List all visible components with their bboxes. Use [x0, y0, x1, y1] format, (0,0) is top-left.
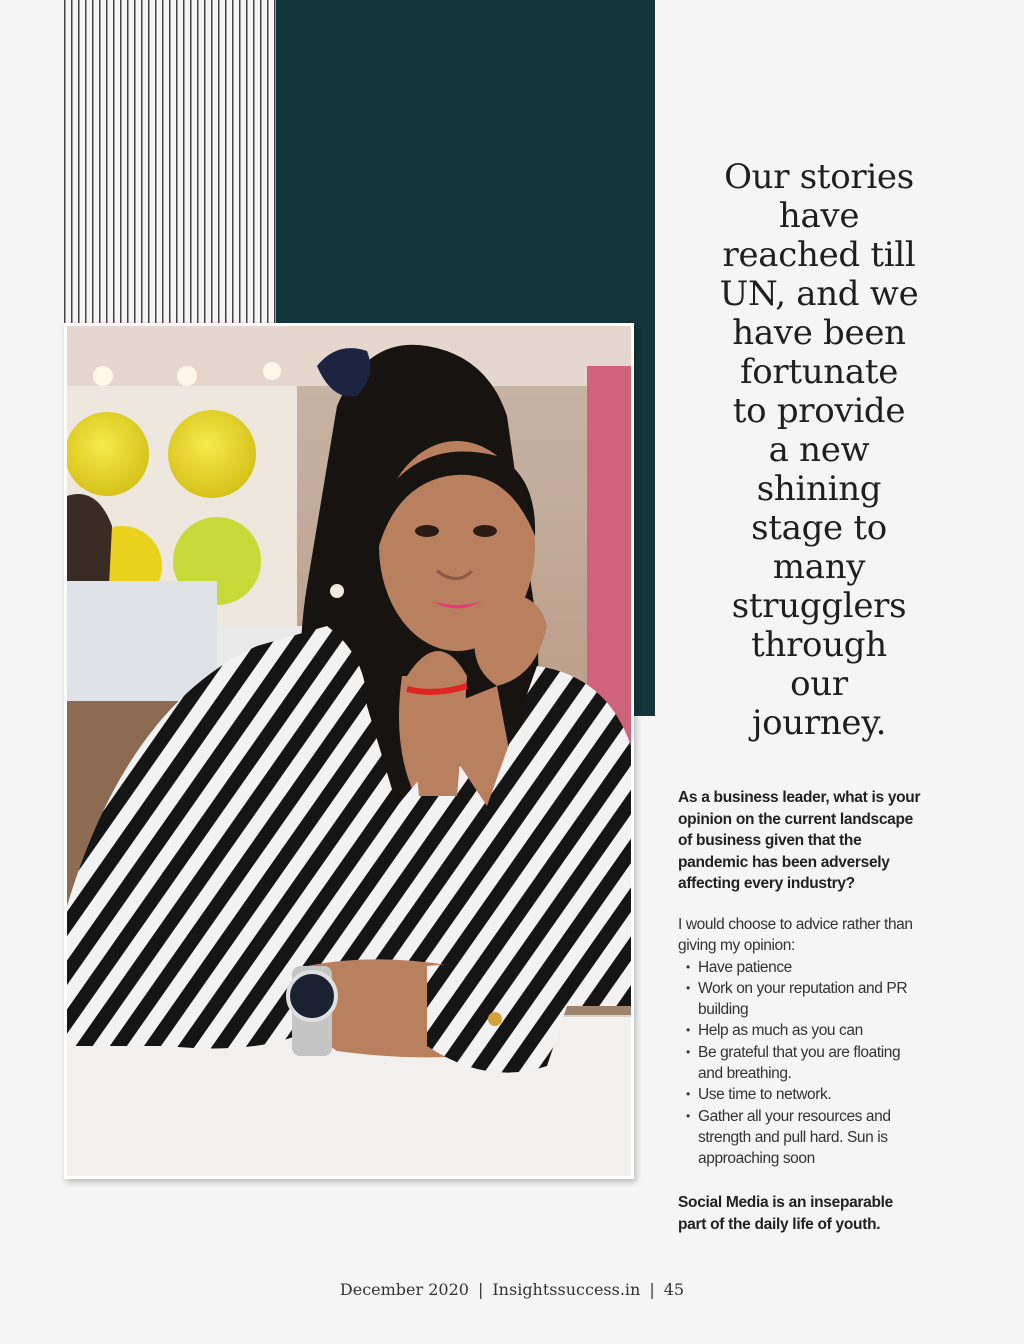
advice-line: strength and pull hard. Sun is: [698, 1128, 888, 1146]
advice-line: and breathing.: [698, 1065, 792, 1083]
next-question-line: Social Media is an inseparable: [678, 1194, 893, 1211]
pull-quote-line: fortunate: [739, 352, 899, 392]
portrait-illustration: [67, 326, 631, 1176]
next-question: [678, 1192, 978, 1235]
pull-quote-line: our: [790, 664, 848, 704]
advice-line: • Work on your reputation and PR: [698, 979, 908, 997]
pull-quote-line: reached till: [722, 235, 916, 275]
question-line: of business given that the: [678, 832, 862, 849]
advice-item: [678, 1106, 978, 1170]
pull-quote-line: journey.: [751, 703, 887, 743]
answer-intro-line: giving my opinion:: [678, 937, 795, 955]
footer-site: Insightssuccess.in: [492, 1280, 641, 1299]
pull-quote-line: to provide: [732, 391, 906, 431]
footer-month: December 2020: [339, 1280, 469, 1299]
advice-item: [678, 1084, 978, 1105]
advice-line: • Gather all your resources and: [698, 1107, 891, 1125]
decorative-stripes: [64, 0, 276, 326]
footer-separator: |: [477, 1280, 484, 1299]
pull-quote-line: strugglers: [731, 586, 907, 626]
advice-line: • Use time to network.: [698, 1086, 832, 1104]
pull-quote-line: have been: [732, 313, 906, 353]
advice-list: [678, 957, 978, 1170]
pull-quote-line: Our stories: [724, 157, 914, 197]
advice-line: • Be grateful that you are floating: [698, 1043, 901, 1061]
page-number: 45: [663, 1280, 685, 1299]
question-line: pandemic has been adversely: [678, 853, 890, 871]
interview-answer: [678, 914, 978, 1170]
footer-separator: |: [649, 1280, 655, 1299]
question-line: affecting every industry?: [678, 875, 855, 892]
portrait-photo: [67, 326, 631, 1176]
pull-quote-line: UN, and we: [719, 274, 919, 314]
pull-quote-line: shining: [756, 469, 882, 509]
pull-quote-line: have: [778, 196, 860, 236]
pull-quote-line: stage to: [751, 508, 887, 548]
advice-item: [678, 978, 978, 1021]
answer-intro-line: I would choose to advice rather than: [678, 916, 913, 933]
advice-line: • Have patience: [698, 958, 792, 976]
advice-item: [678, 957, 978, 978]
advice-line: approaching soon: [698, 1150, 815, 1168]
advice-line: building: [698, 1001, 749, 1019]
pull-quote: [700, 158, 938, 743]
question-line: As a business leader, what is your: [678, 789, 921, 806]
advice-line: • Help as much as you can: [698, 1022, 863, 1040]
portrait-frame: [64, 323, 634, 1179]
pull-quote-line: a new: [768, 430, 870, 470]
advice-item: [678, 1020, 978, 1041]
pull-quote-line: through: [751, 625, 887, 665]
next-question-line: part of the daily life of youth.: [678, 1215, 881, 1233]
page-footer: [0, 1280, 1024, 1299]
advice-item: [678, 1042, 978, 1085]
interview-question: [678, 787, 978, 895]
pull-quote-line: many: [772, 547, 866, 587]
question-line: opinion on the current landscape: [678, 810, 913, 828]
